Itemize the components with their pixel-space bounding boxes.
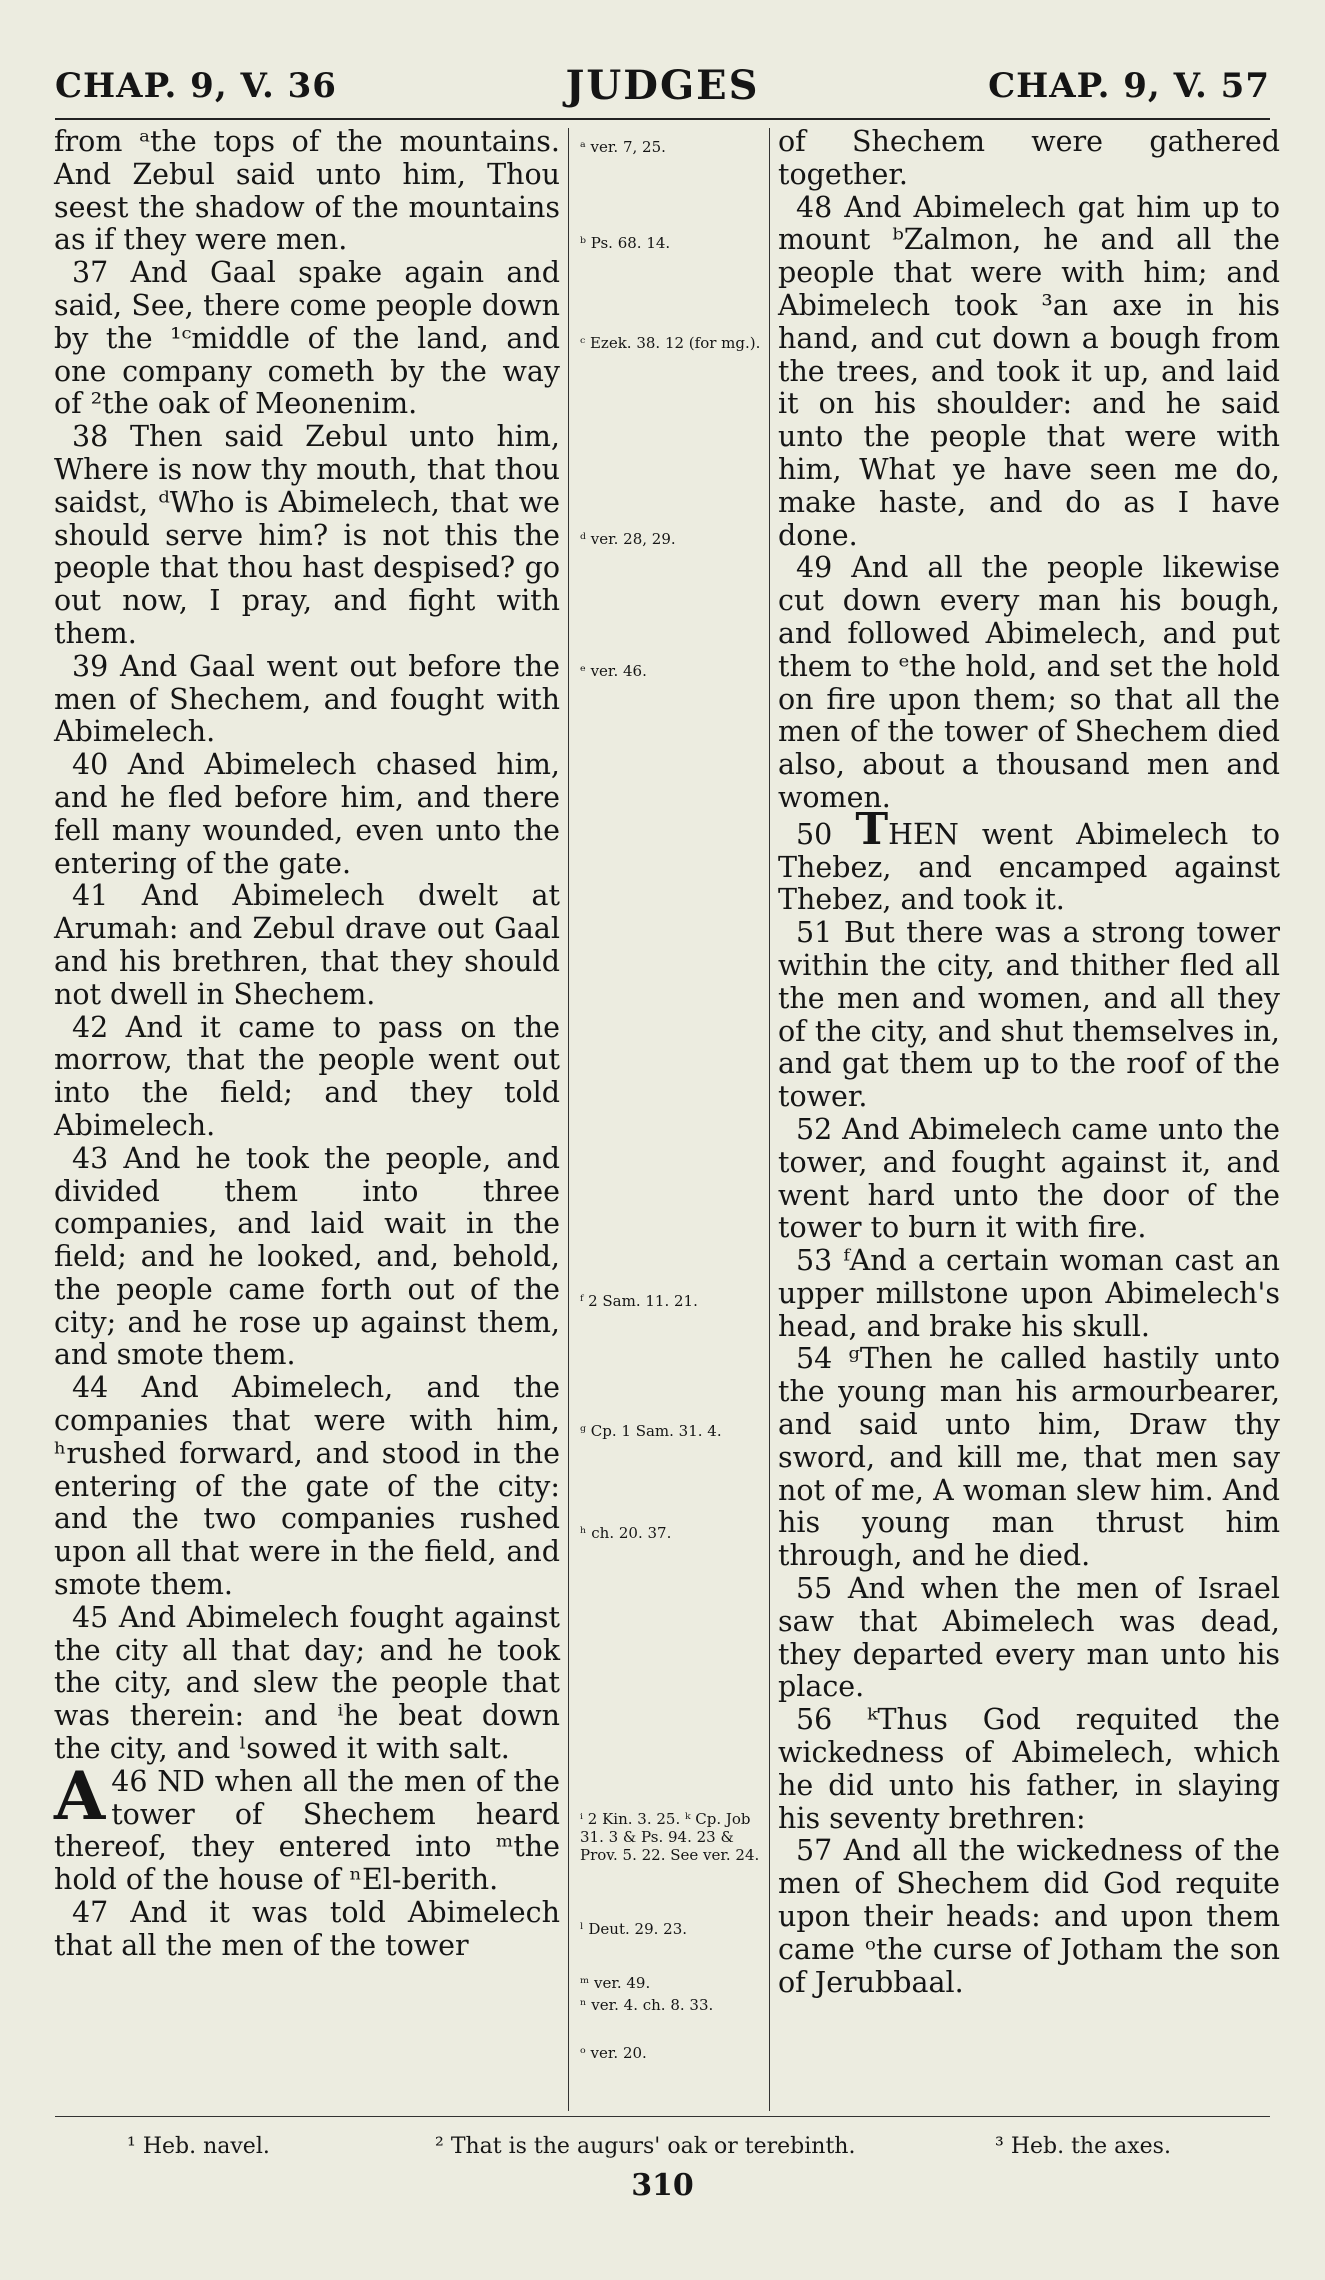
verse-46-paragraph [54, 1756, 560, 1897]
footnote: ² That is the augurs' oak or terebinth. [435, 2134, 856, 2159]
running-header [55, 58, 1270, 118]
cross-reference: ˡ Deut. 29. 23. [580, 1920, 688, 1938]
verse-paragraph: 41 And Abimelech dwelt at Arumah: and Zebul drave out Gaal and his brethren, that they should not dwell in Shechem. [54, 879, 560, 1011]
verse-paragraph: 48 And Abimelech gat him up to mount ᵇZalmon, he and all the people that were with him; and Abimelech took ³an axe in his hand, and cut down a bough from the trees, and took it up, and laid it on his shoulder: and he said unto the people that were with him, What ye have seen me do, make haste, and do as I have done. [778, 190, 1280, 552]
cross-reference: ⁿ ver. 4. ch. 8. 33. [580, 1996, 714, 2014]
cross-reference: ᵃ ver. 7, 25. [580, 138, 666, 156]
cross-reference: ʰ ch. 20. 37. [580, 1524, 672, 1542]
verse-text: ND when all the men of the tower of Shechem heard thereof, they entered into ᵐthe hold of the house of ⁿEl-berith. [54, 1764, 560, 1897]
verse-paragraph: 47 And it was told Abimelech that all the men of the tower [54, 1896, 560, 1962]
verse-paragraph: 44 And Abimelech, and the companies that were with him, ʰrushed forward, and stood in the entering of the gate of the city: and the two companies rushed upon all that were in the field, and smote them. [54, 1371, 560, 1602]
verse-paragraph: 42 And it came to pass on the morrow, that the people went out into the field; and they told Abimelech. [54, 1010, 560, 1142]
cross-reference: ᵍ Cp. 1 Sam. 31. 4. [580, 1422, 722, 1440]
page-number: 310 [631, 2168, 694, 2203]
verse-paragraph: from ᵃthe tops of the mountains. And Zebul said unto him, Thou seest the shadow of the mountains as if they were men. [54, 125, 560, 257]
verse-paragraph: 53 ᶠAnd a certain woman cast an upper millstone upon Abimelech's head, and brake his skull. [778, 1244, 1280, 1343]
verse-paragraph: 38 Then said Zebul unto him, Where is now thy mouth, that thou saidst, ᵈWho is Abimelech, that we should serve him? is not this the people that thou hast despised? go out now, I pray, and fight with them. [54, 420, 560, 650]
verse-paragraph: 54 ᵍThen he called hastily unto the young man his armourbearer, and said unto him, Draw thy sword, and kill me, that men say not of me, A woman slew him. And his young man thrust him through, and he died. [778, 1342, 1280, 1573]
column-divider [568, 128, 569, 2111]
verse-paragraph: 45 And Abimelech fought against the city all that day; and he took the city, and slew the people that was therein: and ⁱhe beat down the city, and ˡsowed it with salt. [54, 1600, 560, 1766]
verse-paragraph: 52 And Abimelech came unto the tower, and fought against it, and went hard unto the door of the tower to burn it with fire. [778, 1112, 1280, 1245]
verse-text: HEN went Abimelech to Thebez, and encamped against Thebez, and took it. [778, 817, 1281, 917]
verse-paragraph: 39 And Gaal went out before the men of Shechem, and fought with Abimelech. [54, 649, 560, 749]
verse-paragraph: 56 ᵏThus God requited the wickedness of Abimelech, which he did unto his father, in slaying his seventy brethren: [778, 1703, 1280, 1835]
header-chapter-end: CHAP. 9, V. 57 [988, 66, 1270, 106]
header-rule [55, 118, 1270, 120]
header-chapter-start: CHAP. 9, V. 36 [55, 66, 337, 106]
cross-reference: ᵈ ver. 28, 29. [580, 530, 676, 548]
verse-paragraph: 57 And all the wickedness of the men of Shechem did God requite upon their heads: and upon them came ᵒthe curse of Jotham the son of Jerubbaal. [778, 1834, 1280, 1999]
verse-paragraph: 49 And all the people likewise cut down every man his bough, and followed Abimelech, and put them to ᵉthe hold, and set the hold on fire upon them; so that all the men of the tower of Shechem died also, about a thousand men and women. [778, 551, 1280, 814]
drop-cap: A [54, 1756, 106, 1835]
verse-paragraph: 43 And he took the people, and divided them into three companies, and laid wait in the field; and he looked, and, behold, the people came forth out of the city; and he rose up against them, and smote them. [54, 1141, 560, 1372]
cross-reference: ⁱ 2 Kin. 3. 25. ᵏ Cp. Job 31. 3 & Ps. 94. 23 & Prov. 5. 22. See ver. 24. [580, 1810, 760, 1864]
verse-number: 46 [111, 1764, 148, 1798]
verse-paragraph: 51 But there was a strong tower within the city, and thither fled all the men and women, and all they of the city, and shut themselves in, and gat them up to the roof of the tower. [778, 916, 1280, 1114]
cross-reference: ᵇ Ps. 68. 14. [580, 234, 671, 252]
cross-reference: ᵐ ver. 49. [580, 1974, 651, 1992]
verse-paragraph: 37 And Gaal spake again and said, See, there come people down by the ¹ᶜmiddle of the land, and one company cometh by the way of ²the oak of Meonenim. [54, 256, 560, 421]
cross-reference: ᶜ Ezek. 38. 12 (for mg.). [580, 334, 761, 352]
footnote: ¹ Heb. navel. [127, 2134, 270, 2159]
footnote: ³ Heb. the axes. [995, 2134, 1171, 2159]
cross-reference: ᶠ 2 Sam. 11. 21. [580, 1292, 698, 1310]
verse-paragraph: 55 And when the men of Israel saw that Abimelech was dead, they departed every man unto his place. [778, 1572, 1280, 1704]
verse-number: 50 [796, 817, 833, 851]
footnote-rule [55, 2116, 1270, 2117]
drop-cap: T [855, 803, 889, 855]
left-text-column [54, 126, 560, 1963]
verse-50-paragraph [778, 803, 1281, 917]
verse-paragraph: 40 And Abimelech chased him, and he fled before him, and there fell many wounded, even unto the entering of the gate. [54, 748, 560, 880]
cross-reference: ᵉ ver. 46. [580, 662, 647, 680]
verse-paragraph: of Shechem were gathered together. [778, 125, 1280, 191]
right-text-column [778, 126, 1280, 1999]
header-book-title: JUDGES [565, 62, 760, 109]
cross-reference: ᵒ ver. 20. [580, 2044, 647, 2062]
column-divider [769, 128, 770, 2111]
